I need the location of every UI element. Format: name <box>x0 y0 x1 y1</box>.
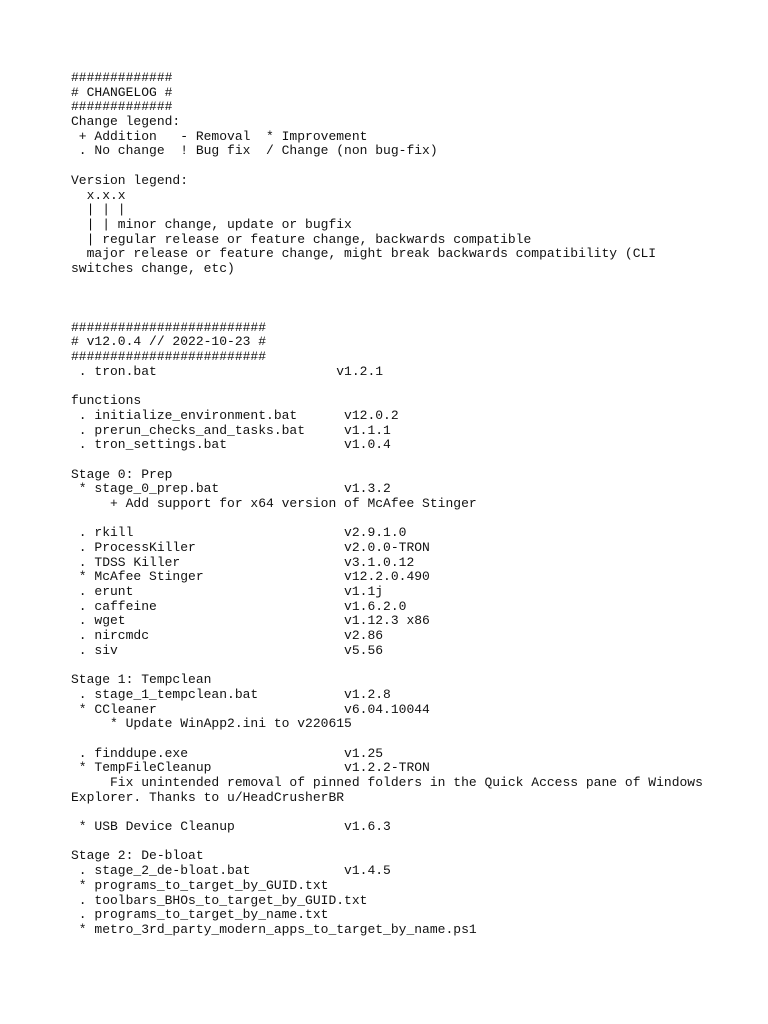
changelog-line: major release or feature change, might break backwards compatibility (CLI <box>71 246 657 262</box>
changelog-line: x.x.x <box>71 187 126 203</box>
changelog-line: . tron.bat v1.2.1 <box>71 363 384 379</box>
changelog-line: . wget v1.12.3 x86 <box>71 613 430 629</box>
changelog-line: Stage 1: Tempclean <box>71 672 212 688</box>
changelog-line: . stage_2_de-bloat.bat v1.4.5 <box>71 863 391 879</box>
changelog-line: Stage 0: Prep <box>71 466 173 482</box>
changelog-line: # CHANGELOG # <box>71 84 173 100</box>
changelog-line: . initialize_environment.bat v12.0.2 <box>71 407 399 423</box>
changelog-line: . erunt v1.1j <box>71 584 384 600</box>
changelog-line: . tron_settings.bat v1.0.4 <box>71 437 391 453</box>
changelog-line: . rkill v2.9.1.0 <box>71 525 407 541</box>
changelog-line: . finddupe.exe v1.25 <box>71 745 384 761</box>
blank-line <box>71 291 761 306</box>
blank-line <box>71 277 761 292</box>
changelog-line: * Update WinApp2.ini to v220615 <box>71 716 352 732</box>
changelog-line: * TempFileCleanup v1.2.2-TRON <box>71 760 430 776</box>
changelog-line: ############# <box>71 70 173 85</box>
changelog-line: . TDSS Killer v3.1.0.12 <box>71 554 415 570</box>
changelog-line: * CCleaner v6.04.10044 <box>71 701 430 717</box>
changelog-line: + Add support for x64 version of McAfee Stinger <box>71 495 477 511</box>
changelog-line: * metro_3rd_party_modern_apps_to_target_by_name.ps1 <box>71 921 477 937</box>
changelog-line: . prerun_checks_and_tasks.bat v1.1.1 <box>71 422 391 438</box>
changelog-line: . stage_1_tempclean.bat v1.2.8 <box>71 686 391 702</box>
changelog-line: # v12.0.4 // 2022-10-23 # <box>71 334 267 350</box>
blank-line <box>71 659 761 674</box>
changelog-line: * stage_0_prep.bat v1.3.2 <box>71 481 391 497</box>
changelog-text <box>71 71 761 938</box>
changelog-line: * McAfee Stinger v12.2.0.490 <box>71 569 430 585</box>
changelog-line: + Addition - Removal * Improvement <box>71 128 368 144</box>
changelog-line: ######################### <box>71 349 267 365</box>
blank-line <box>71 512 761 527</box>
changelog-line: ######################### <box>71 319 267 335</box>
changelog-line: . No change ! Bug fix / Change (non bug-fix) <box>71 143 438 159</box>
changelog-line: switches change, etc) <box>71 260 235 276</box>
blank-line <box>71 453 761 468</box>
changelog-line: Stage 2: De-bloat <box>71 848 204 864</box>
changelog-line: . toolbars_BHOs_to_target_by_GUID.txt <box>71 892 368 908</box>
changelog-line: | | | <box>71 202 126 218</box>
blank-line <box>71 835 761 850</box>
changelog-line: Version legend: <box>71 172 189 188</box>
blank-line <box>71 805 761 820</box>
changelog-line: | | minor change, update or bugfix <box>71 216 352 232</box>
blank-line <box>71 159 761 174</box>
changelog-line: . siv v5.56 <box>71 642 384 658</box>
changelog-line: * programs_to_target_by_GUID.txt <box>71 877 329 893</box>
changelog-line: Change legend: <box>71 114 181 130</box>
blank-line <box>71 732 761 747</box>
changelog-line: . ProcessKiller v2.0.0-TRON <box>71 540 430 555</box>
changelog-line: . caffeine v1.6.2.0 <box>71 598 407 614</box>
changelog-line: * USB Device Cleanup v1.6.3 <box>71 819 391 835</box>
changelog-line: . nircmdc v2.86 <box>71 628 384 644</box>
changelog-line: ############# <box>71 99 173 115</box>
changelog-line: Explorer. Thanks to u/HeadCrusherBR <box>71 789 345 805</box>
changelog-line: Fix unintended removal of pinned folders in the Quick Access pane of Windows <box>71 775 703 790</box>
blank-line <box>71 306 761 321</box>
changelog-line: functions <box>71 393 142 409</box>
blank-line <box>71 379 761 394</box>
changelog-line: | regular release or feature change, backwards compatible <box>71 231 532 247</box>
changelog-line: . programs_to_target_by_name.txt <box>71 907 329 923</box>
